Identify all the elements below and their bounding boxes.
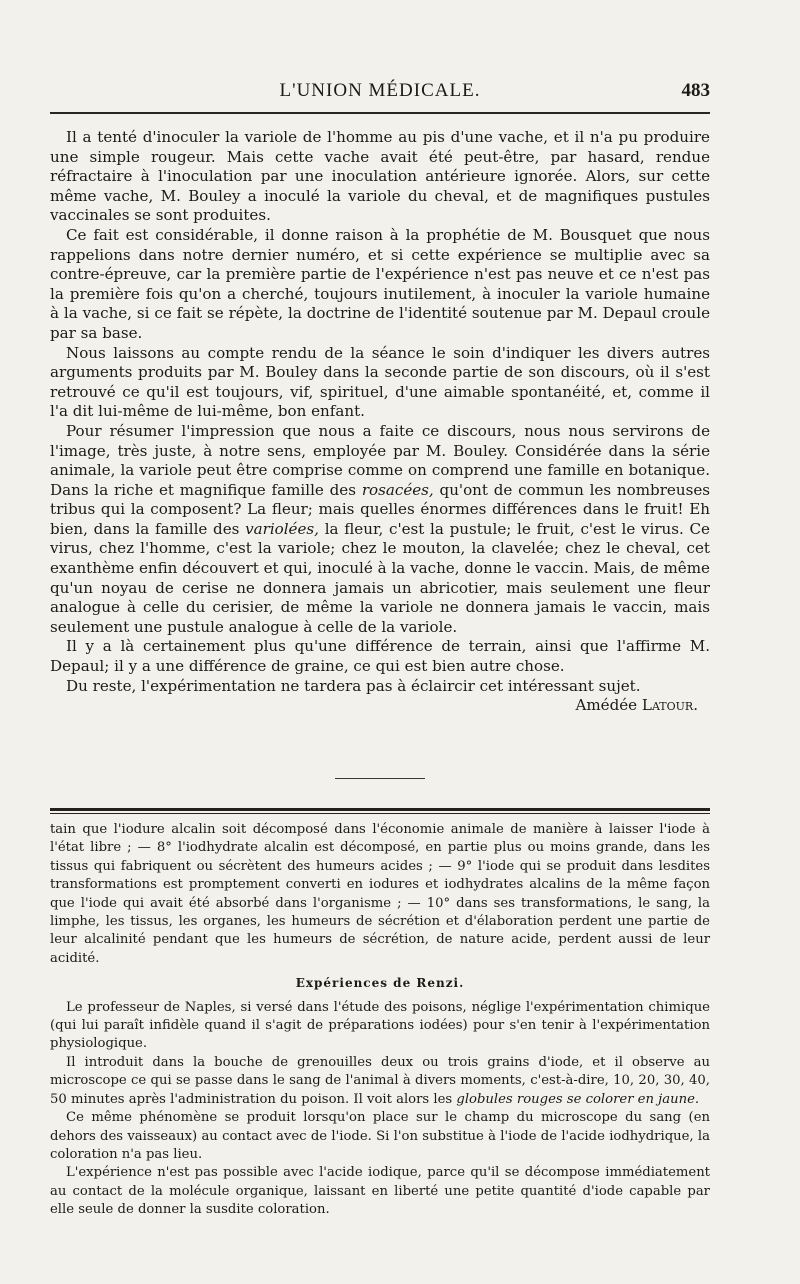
- text-run: la fleur, c'est la pustule; le fruit, c'est le virus. Ce virus, chez l'homme, c'est la variole; chez le mouton, la clavelée; chez le cheval, cet exanthème enfin découvert et qui, inoculé à la vache, donne le vaccin. Mais, de même qu'un noyau de cerise ne donnera jamais un abricotier, mais seulement une fleur analogue à celle du cerisier, de même la variole ne donnera jamais le vaccin, mais seulement une pustule analogue à celle de la variole.: [50, 519, 710, 636]
- article-paragraph: [50, 422, 710, 638]
- continuation-paragraph: tain que l'iodure alcalin soit décomposé dans l'économie animale de manière à laisser l'iode à l'état libre ; — 8° l'iodhydrate alcalin est décomposé, en partie plus ou moins grande, dans les tissus qui fabriquent ou sécrètent des humeurs acides ; — 9° l'iode qui se produit dans lesdites transformations est promptement converti en iodures et iodhydrates alcalins de la même façon que l'iode qui avait été absorbé dans l'organisme ; — 10° dans ses transformations, le sang, la limphe, les tissus, les organes, les humeurs de sécrétion et d'élaboration perdent une partie de leur alcalinité pendant que les humeurs de sécrétion, de nature acide, perdent aussi de leur acidité.: [50, 822, 710, 966]
- section-divider: [50, 808, 710, 814]
- section-subheading: Expériences de Renzi.: [295, 976, 465, 991]
- continuation-paragraph: Le professeur de Naples, si versé dans l'étude des poisons, néglige l'expérimentation chimique (qui lui paraît infidèle quand il s'agit de préparations iodées) pour s'en tenir à l'expérimentation physiologique.: [50, 999, 710, 1052]
- page-header: [50, 80, 710, 106]
- text-run: qu'ont de commun les nombreuses tribus qui la composent? La fleur; mais quelles énormes différences dans le fruit! Eh bien, dans la famille des: [50, 480, 710, 538]
- article-paragraph: Il y a là certainement plus qu'une différence de terrain, ainsi que l'affirme M. Depaul; il y a une différence de graine, ce qui est bien autre chose.: [50, 637, 710, 676]
- italic-term: rosacées,: [361, 480, 434, 499]
- text-run: Il introduit dans la bouche de grenouilles deux ou trois grains d'iode, et il observe au microscope ce qui se passe dans le sang de l'animal à divers moments, c'est-à-dire, 10, 20, 30, 40, 50 minutes après l'administration du poison. Il voit alors les: [50, 1054, 710, 1107]
- signature-surname: atour.: [651, 696, 698, 715]
- article-paragraph: Du reste, l'expérimentation ne tardera pas à éclaircir cet intéressant sujet.: [66, 676, 641, 695]
- continuation-paragraph: Ce même phénomène se produit lorsqu'on place sur le champ du microscope du sang (en dehors des vaisseaux) au contact avec de l'iode. Si l'on substitue à l'iode de l'acide iodhydrique, la coloration n'a pas lieu.: [50, 1110, 710, 1162]
- article-column: [50, 128, 710, 716]
- header-rule: [50, 112, 710, 114]
- article-paragraph: Il a tenté d'inoculer la variole de l'homme au pis d'une vache, et il n'a pu produire une simple rougeur. Mais cette vache avait été peut-être, par hasard, rendue réfractaire à l'inoculation par une inoculation antérieure ignorée. Alors, sur cette même vache, M. Bouley a inoculé la variole du cheval, et de magnifiques pustules vaccinales se sont produites.: [50, 128, 710, 225]
- running-title: L'UNION MÉDICALE.: [279, 80, 481, 101]
- text-run: Pour résumer l'impression que nous a faite ce discours, nous nous servirons de l'image, très juste, à notre sens, employée par M. Bouley. Considérée dans la série animale, la variole peut être comprise comme on comprend une famille en botanique. Dans la riche et magnifique famille des: [50, 421, 710, 499]
- continuation-column: [50, 821, 710, 1220]
- end-rule: [335, 778, 425, 779]
- continuation-paragraph: L'expérience n'est pas possible avec l'acide iodique, parce qu'il se décompose immédiatement au contact de la molécule organique, laissant en liberté une petite quantité d'iode capable par elle seule de donner la susdite coloration.: [50, 1165, 710, 1218]
- article-paragraph: Nous laissons au compte rendu de la séance le soin d'indiquer les divers autres arguments produits par M. Bouley dans la seconde partie de son discours, où il s'est retrouvé ce qu'il est toujours, vif, spirituel, d'une aimable spontanéité, et, comme il l'a dit lui-même de lui-même, bon enfant.: [50, 343, 710, 421]
- continuation-paragraph: [50, 1054, 710, 1109]
- italic-phrase: globules rouges se colorer en jaune.: [456, 1091, 700, 1107]
- italic-term: variolées,: [245, 519, 319, 538]
- signature-first: Amédée L: [575, 696, 652, 715]
- author-signature: [50, 696, 710, 716]
- page-number: 483: [681, 80, 710, 101]
- article-paragraph: Ce fait est considérable, il donne raison à la prophétie de M. Bousquet que nous rappelions dans notre dernier numéro, et si cette expérience se multiplie avec sa contre-épreuve, car la première partie de l'expérience n'est pas neuve et ce n'est pas la première fois qu'on a cherché, toujours inutilement, à inoculer la variole humaine à la vache, si ce fait se répète, la doctrine de l'identité soutenue par M. Depaul croule par sa base.: [50, 225, 710, 342]
